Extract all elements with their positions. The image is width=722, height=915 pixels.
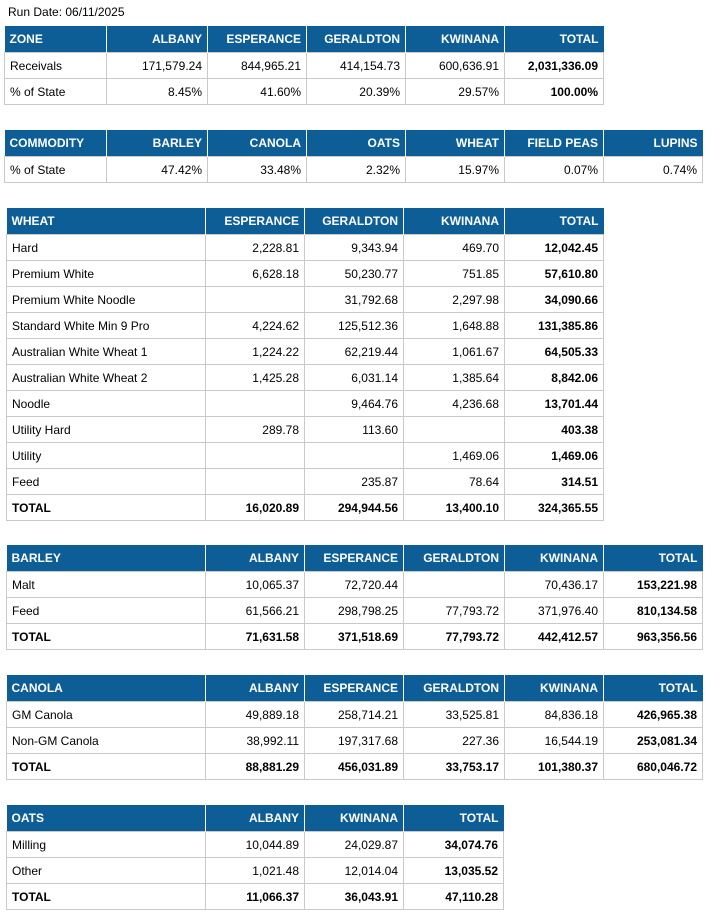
table-cell: 15.97%	[406, 157, 505, 183]
table-cell: 414,154.73	[307, 53, 406, 79]
table-row	[7, 598, 703, 624]
table-cell: 1,021.48	[206, 858, 305, 884]
column-header: TOTAL	[505, 208, 604, 235]
table-cell: 61,566.21	[206, 598, 305, 624]
table-row	[7, 469, 604, 495]
column-header: ALBANY	[206, 545, 305, 572]
table-cell: 6,628.18	[206, 261, 305, 287]
table-row	[7, 443, 604, 469]
table-cell: 33,753.17	[404, 754, 505, 780]
table-row	[7, 858, 504, 884]
table-cell: 2,228.81	[206, 235, 305, 261]
column-header: ALBANY	[206, 805, 305, 832]
table-cell: 0.74%	[604, 157, 703, 183]
header-row	[5, 130, 703, 157]
table-cell: 12,014.04	[305, 858, 404, 884]
column-header: TOTAL	[404, 805, 504, 832]
row-label: Australian White Wheat 2	[7, 365, 206, 391]
row-label: Utility Hard	[7, 417, 206, 443]
table-cell: 371,976.40	[505, 598, 604, 624]
table-cell: 2,031,336.09	[505, 53, 604, 79]
table-cell	[206, 443, 305, 469]
table-cell: 36,043.91	[305, 884, 404, 910]
table-cell: 33,525.81	[404, 702, 505, 728]
table-row	[5, 79, 604, 105]
table-cell	[206, 469, 305, 495]
header-row	[7, 675, 703, 702]
barley-table	[6, 545, 703, 650]
column-header: TOTAL	[505, 26, 604, 53]
column-header: OATS	[7, 805, 206, 832]
table-cell: 442,412.57	[505, 624, 604, 650]
column-header: GERALDTON	[307, 26, 406, 53]
table-cell: 289.78	[206, 417, 305, 443]
table-cell: 24,029.87	[305, 832, 404, 858]
table-cell: 131,385.86	[505, 313, 604, 339]
table-cell: 9,343.94	[305, 235, 404, 261]
column-header: ESPERANCE	[206, 208, 305, 235]
column-header: KWINANA	[505, 545, 604, 572]
table-cell: 963,356.56	[604, 624, 703, 650]
table-cell: 16,020.89	[206, 495, 305, 521]
table-row	[7, 495, 604, 521]
table-row	[5, 53, 604, 79]
table-cell: 253,081.34	[604, 728, 703, 754]
row-label: Noodle	[7, 391, 206, 417]
table-cell: 0.07%	[505, 157, 604, 183]
column-header: ALBANY	[107, 26, 208, 53]
header-row	[5, 26, 604, 53]
table-cell: 4,236.68	[404, 391, 505, 417]
table-cell: 1,385.64	[404, 365, 505, 391]
column-header: TOTAL	[604, 675, 703, 702]
table-cell: 38,992.11	[206, 728, 305, 754]
table-cell: 298,798.25	[305, 598, 404, 624]
table-cell: 11,066.37	[206, 884, 305, 910]
table-cell: 8,842.06	[505, 365, 604, 391]
table-cell: 12,042.45	[505, 235, 604, 261]
table-cell	[305, 443, 404, 469]
table-cell	[404, 417, 505, 443]
column-header: FIELD PEAS	[505, 130, 604, 157]
table-cell	[206, 391, 305, 417]
row-label: Australian White Wheat 1	[7, 339, 206, 365]
table-cell: 62,219.44	[305, 339, 404, 365]
row-label: GM Canola	[7, 702, 206, 728]
wheat-table	[6, 208, 604, 521]
table-cell: 235.87	[305, 469, 404, 495]
table-cell: 426,965.38	[604, 702, 703, 728]
table-cell: 70,436.17	[505, 572, 604, 598]
table-cell: 1,425.28	[206, 365, 305, 391]
row-label: TOTAL	[7, 754, 206, 780]
table-cell: 4,224.62	[206, 313, 305, 339]
table-cell: 113.60	[305, 417, 404, 443]
table-row	[7, 884, 504, 910]
table-cell: 77,793.72	[404, 624, 505, 650]
table-cell: 2,297.98	[404, 287, 505, 313]
row-label: TOTAL	[7, 495, 206, 521]
zone-table	[4, 26, 604, 105]
table-cell: 456,031.89	[305, 754, 404, 780]
table-cell: 314.51	[505, 469, 604, 495]
table-cell: 1,648.88	[404, 313, 505, 339]
column-header: ZONE	[5, 26, 107, 53]
column-header: CANOLA	[208, 130, 307, 157]
row-label: Premium White	[7, 261, 206, 287]
table-row	[7, 417, 604, 443]
column-header: GERALDTON	[404, 545, 505, 572]
table-cell: 77,793.72	[404, 598, 505, 624]
table-cell: 600,636.91	[406, 53, 505, 79]
column-header: GERALDTON	[305, 208, 404, 235]
table-cell: 100.00%	[505, 79, 604, 105]
row-label: Feed	[7, 469, 206, 495]
table-cell: 258,714.21	[305, 702, 404, 728]
table-cell: 1,469.06	[505, 443, 604, 469]
header-row	[7, 805, 504, 832]
table-cell: 810,134.58	[604, 598, 703, 624]
table-cell: 88,881.29	[206, 754, 305, 780]
column-header: COMMODITY	[5, 130, 107, 157]
table-row	[7, 572, 703, 598]
column-header: ESPERANCE	[208, 26, 307, 53]
table-cell: 34,074.76	[404, 832, 504, 858]
table-cell: 680,046.72	[604, 754, 703, 780]
table-row	[7, 339, 604, 365]
table-cell: 33.48%	[208, 157, 307, 183]
table-cell: 403.38	[505, 417, 604, 443]
column-header: KWINANA	[404, 208, 505, 235]
oats-table	[6, 805, 504, 910]
table-cell: 1,061.67	[404, 339, 505, 365]
row-label: % of State	[5, 157, 107, 183]
row-label: Feed	[7, 598, 206, 624]
column-header: ESPERANCE	[305, 675, 404, 702]
table-cell: 8.45%	[107, 79, 208, 105]
canola-table	[6, 675, 703, 780]
table-cell: 9,464.76	[305, 391, 404, 417]
row-label: Other	[7, 858, 206, 884]
column-header: KWINANA	[505, 675, 604, 702]
table-cell: 34,090.66	[505, 287, 604, 313]
table-cell: 41.60%	[208, 79, 307, 105]
column-header: ALBANY	[206, 675, 305, 702]
table-row	[7, 313, 604, 339]
column-header: BARLEY	[7, 545, 206, 572]
table-cell: 64,505.33	[505, 339, 604, 365]
table-cell: 72,720.44	[305, 572, 404, 598]
row-label: Premium White Noodle	[7, 287, 206, 313]
table-cell: 13,701.44	[505, 391, 604, 417]
table-cell: 20.39%	[307, 79, 406, 105]
table-cell: 1,224.22	[206, 339, 305, 365]
row-label: Receivals	[5, 53, 107, 79]
run-date: Run Date: 06/11/2025	[8, 5, 125, 19]
table-row	[7, 391, 604, 417]
table-cell: 6,031.14	[305, 365, 404, 391]
row-label: Hard	[7, 235, 206, 261]
column-header: WHEAT	[7, 208, 206, 235]
table-cell: 16,544.19	[505, 728, 604, 754]
table-cell	[206, 287, 305, 313]
table-cell: 2.32%	[307, 157, 406, 183]
table-cell: 844,965.21	[208, 53, 307, 79]
table-cell: 84,836.18	[505, 702, 604, 728]
table-row	[5, 157, 703, 183]
row-label: TOTAL	[7, 624, 206, 650]
column-header: BARLEY	[107, 130, 208, 157]
table-cell	[404, 572, 505, 598]
header-row	[7, 545, 703, 572]
table-cell: 31,792.68	[305, 287, 404, 313]
table-cell: 78.64	[404, 469, 505, 495]
commodity-table	[4, 130, 703, 183]
column-header: ESPERANCE	[305, 545, 404, 572]
row-label: Malt	[7, 572, 206, 598]
row-label: Milling	[7, 832, 206, 858]
table-cell: 10,065.37	[206, 572, 305, 598]
table-cell: 1,469.06	[404, 443, 505, 469]
table-cell: 47.42%	[107, 157, 208, 183]
table-row	[7, 624, 703, 650]
column-header: TOTAL	[604, 545, 703, 572]
table-cell: 171,579.24	[107, 53, 208, 79]
header-row	[7, 208, 604, 235]
table-cell: 101,380.37	[505, 754, 604, 780]
table-cell: 294,944.56	[305, 495, 404, 521]
table-cell: 49,889.18	[206, 702, 305, 728]
table-row	[7, 287, 604, 313]
table-row	[7, 261, 604, 287]
table-cell: 71,631.58	[206, 624, 305, 650]
table-row	[7, 365, 604, 391]
table-row	[7, 235, 604, 261]
table-cell: 57,610.80	[505, 261, 604, 287]
table-cell: 371,518.69	[305, 624, 404, 650]
row-label: Non-GM Canola	[7, 728, 206, 754]
column-header: OATS	[307, 130, 406, 157]
column-header: WHEAT	[406, 130, 505, 157]
table-cell: 13,400.10	[404, 495, 505, 521]
table-cell: 10,044.89	[206, 832, 305, 858]
table-cell: 125,512.36	[305, 313, 404, 339]
table-row	[7, 754, 703, 780]
table-cell: 324,365.55	[505, 495, 604, 521]
row-label: Standard White Min 9 Pro	[7, 313, 206, 339]
table-cell: 751.85	[404, 261, 505, 287]
table-cell: 153,221.98	[604, 572, 703, 598]
table-cell: 13,035.52	[404, 858, 504, 884]
table-row	[7, 728, 703, 754]
row-label: % of State	[5, 79, 107, 105]
table-cell: 197,317.68	[305, 728, 404, 754]
table-cell: 469.70	[404, 235, 505, 261]
column-header: GERALDTON	[404, 675, 505, 702]
table-cell: 29.57%	[406, 79, 505, 105]
column-header: KWINANA	[305, 805, 404, 832]
column-header: LUPINS	[604, 130, 703, 157]
row-label: Utility	[7, 443, 206, 469]
column-header: CANOLA	[7, 675, 206, 702]
table-cell: 47,110.28	[404, 884, 504, 910]
row-label: TOTAL	[7, 884, 206, 910]
table-cell: 227.36	[404, 728, 505, 754]
table-row	[7, 832, 504, 858]
table-cell: 50,230.77	[305, 261, 404, 287]
column-header: KWINANA	[406, 26, 505, 53]
table-row	[7, 702, 703, 728]
